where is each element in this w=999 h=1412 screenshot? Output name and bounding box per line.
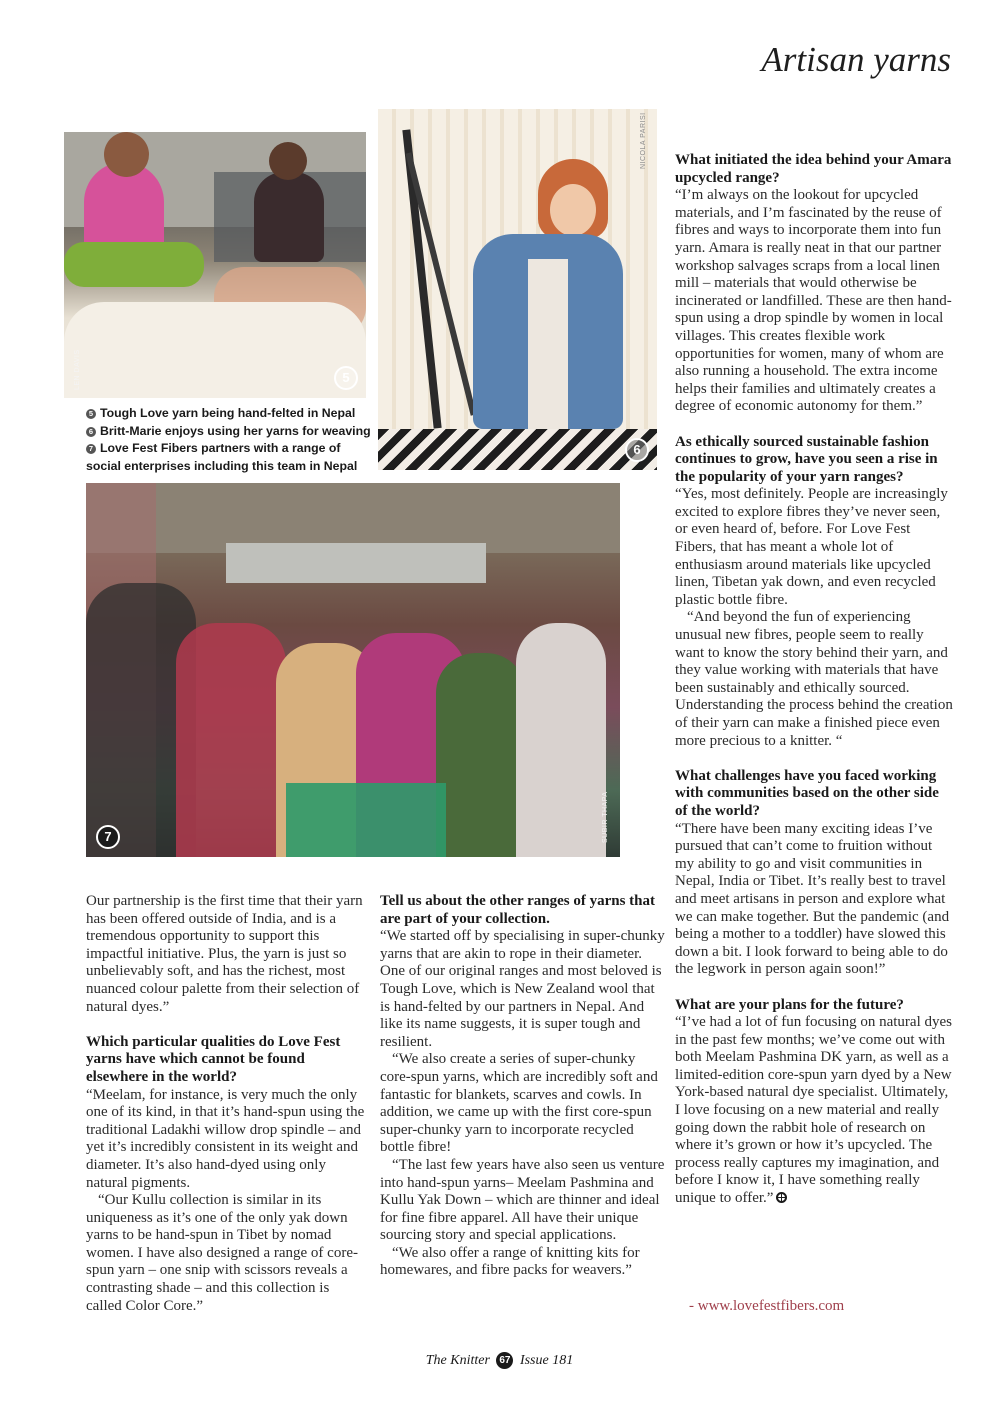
issue-number: Issue 181 bbox=[519, 1353, 574, 1368]
photo-team-nepal bbox=[86, 483, 620, 857]
paragraph: “We also create a series of super-chunky core-spun yarns, which are incredibly soft and fantastic for blankets, scarves and cowls. In addition, we came up with the first core-spun super-chunky yarn to incorporate recycled bottle fibre! bbox=[380, 1051, 658, 1156]
page-title: Artisan yarns bbox=[761, 40, 951, 79]
photo-number-badge: 5 bbox=[334, 366, 358, 390]
page-footer bbox=[0, 1352, 999, 1369]
photo-felting-yarn bbox=[64, 132, 366, 398]
interview-question: What are your plans for the future? bbox=[675, 996, 904, 1013]
article-column-middle bbox=[380, 893, 665, 1280]
end-of-article-icon bbox=[776, 1192, 787, 1203]
photo-number-badge: 6 bbox=[625, 438, 649, 462]
paragraph: “And beyond the fun of experiencing unusual new fibres, people seem to really want to know the story behind their yarn, and they value working with materials that have been sustainably and ethically sourced. Understanding the process behind the creation of their yarn can make a finished piece even more precious to a knitter. “ bbox=[675, 609, 953, 749]
photo-credit: LEN DAVIS bbox=[74, 349, 81, 390]
paragraph: “Meelam, for instance, is very much the only one of its kind, in that it’s hand-spun using the traditional Ladakhi willow drop spindle – and yet it’s incredibly consistent in its weight and diameter. It’s also hand-dyed using only natural pigments. bbox=[86, 1086, 365, 1191]
caption-item: 7 Love Fest Fibers partners with a range of social enterprises including this team in Nepal bbox=[86, 441, 358, 473]
interview-question: As ethically sourced sustainable fashion continues to grow, have you seen a rise in the popularity of your yarn ranges? bbox=[675, 433, 938, 485]
paragraph: Our partnership is the first time that their yarn has been offered outside of India, and is a tremendous opportunity to support this impactful initiative. Plus, the yarn is just so unbelievably soft, and has the richest, most nuanced colour palette from their selection of natural dyes.” bbox=[86, 893, 363, 1015]
magazine-name: The Knitter bbox=[425, 1353, 490, 1368]
paragraph: “The last few years have also seen us venture into hand-spun yarns– Meelam Pashmina and Kullu Yak Down – which are thinner and ideal for fine fibre apparel. All have their unique sourcing story and special applications. bbox=[380, 1156, 665, 1244]
website-link[interactable]: - www.lovefestfibers.com bbox=[689, 1298, 845, 1314]
interview-question: What challenges have you faced working with communities based on the other side of the world? bbox=[675, 767, 939, 819]
photo-credit: SUBIR THAPA bbox=[602, 791, 609, 843]
article-column-left bbox=[86, 893, 366, 1315]
paragraph: “There have been many exciting ideas I’ve pursued that can’t come to fruition without my ability to go and visit communities in Nepal, India or Tibet. It’s really best to travel and meet artisans in person and explore what we can make together. But the pandemic (and being a mother to a toddler) have slowed this down a bit. I look forward to being able to do the legwork in person again soon!” bbox=[675, 820, 950, 978]
paragraph: “Yes, most definitely. People are increasingly excited to explore fibres they’ve never seen, or even heard of, before. For Love Fest Fibers, that has meant a whole lot of enthusiasm around materials like upcycled linen, Tibetan yak down, and even recycled plastic bottle fibre. bbox=[675, 486, 948, 608]
paragraph: “I’ve had a lot of fun focusing on natural dyes in the past few months; we’ve come out with both Meelam Pashmina DK yarn, as well as a limited-edition core-spun yarn dyed by a New York-based natural dye specialist. Ultimately, I love focusing on a new material and really going down the rabbit hole of research on where it’s grown or how it’s upcycled. The process really captures my imagination, and before I know it, I have something really unique to offer.” bbox=[675, 1014, 952, 1207]
article-column-right bbox=[675, 152, 955, 1208]
paragraph: “I’m always on the lookout for upcycled materials, and I’m fascinated by the reuse of fibres and ways to incorporate them into fun yarn. Amara is really neat in that our partner workshop salvages scraps from a local linen mill – materials that would otherwise be incinerated or landfilled. These are then hand-spun using a drop spindle by women in local villages. This creates flexible work opportunities for women, many of whom are also running a household. The extra income helps their families and ultimately creates a degree of economic autonomy for them.” bbox=[675, 187, 952, 415]
photo-number-badge: 7 bbox=[96, 825, 120, 849]
interview-question: Which particular qualities do Love Fest yarns have which cannot be found elsewhere in the world? bbox=[86, 1033, 341, 1085]
photo-woman-weaving bbox=[378, 109, 657, 470]
paragraph: “We started off by specialising in super-chunky yarns that are akin to rope in their diameter. One of our original ranges and most beloved is Tough Love, which is New Zealand wool that is hand-felted by our partners in Nepal. And like its name suggests, it is super tough and resilient. bbox=[380, 928, 665, 1050]
paragraph: “We also offer a range of knitting kits for homewares, and fibre packs for weavers.” bbox=[380, 1244, 640, 1279]
interview-question: Tell us about the other ranges of yarns that are part of your collection. bbox=[380, 893, 656, 927]
caption-item: 5 Tough Love yarn being hand-felted in Nepal bbox=[86, 405, 376, 423]
paragraph: “Our Kullu collection is similar in its uniqueness as it’s one of the only yak down yarns to be hand-spun in Tibet by nomad women. I have also designed a range of core-spun yarn – one snip with scissors reveals a contrasting shade – and this collection is called Color Core.” bbox=[86, 1192, 358, 1314]
photo-captions bbox=[86, 405, 376, 475]
caption-item: 6 Britt-Marie enjoys using her yarns for weaving bbox=[86, 423, 376, 441]
interview-question: What initiated the idea behind your Amara upcycled range? bbox=[675, 152, 952, 186]
page-number: 67 bbox=[496, 1352, 513, 1369]
photo-credit: NICOLA PARISI bbox=[640, 112, 647, 169]
